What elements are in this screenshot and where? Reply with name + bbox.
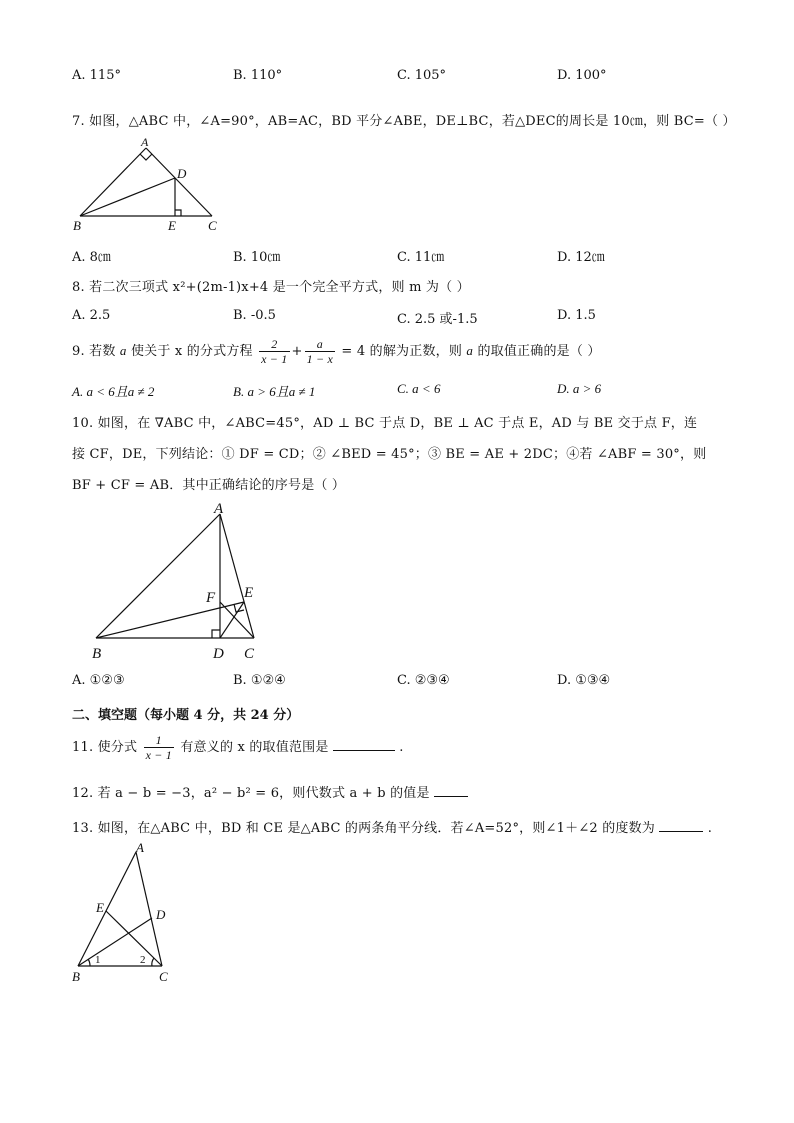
q11-fraction: [144, 733, 174, 762]
q8-question: 8. 若二次三项式 x²+(2m-1)x+4 是一个完全平方式，则 m 为（ ）: [72, 280, 470, 295]
q13-figure: [66, 838, 186, 988]
q13-label-d: D: [156, 907, 166, 922]
section-fill-in-title: 二、填空题（每小题 4 分，共 24 分）: [72, 708, 300, 723]
q9-plus: +: [291, 344, 303, 359]
q13-question: [72, 817, 712, 836]
q13-label-a: A: [136, 840, 144, 855]
q10-label-e: E: [244, 585, 254, 601]
q10-option-c: C. ②③④: [397, 673, 450, 688]
q6-option-d: D. 100°: [557, 68, 607, 83]
q7-option-a: A. 8㎝: [72, 250, 111, 265]
q9-var-a-2: a: [466, 343, 474, 358]
q10-label-b: B: [92, 646, 102, 662]
q11-prefix: 11. 使分式: [72, 740, 138, 755]
q7-option-c: C. 11㎝: [397, 250, 445, 265]
q9-prefix: 9. 若数: [72, 344, 116, 359]
q6-option-b: B. 110°: [233, 68, 283, 83]
q9-var-a: a: [119, 343, 127, 358]
q9-frac2-denominator: 1 − x: [306, 352, 334, 366]
q9-option-a: A. a < 6且a ≠ 2: [72, 384, 155, 399]
q13-label-b: B: [72, 969, 80, 984]
q9-option-b: B. a > 6且a ≠ 1: [233, 384, 316, 399]
q7-figure: [70, 134, 230, 234]
q7-label-a: A: [141, 135, 149, 149]
q6-option-a: A. 115°: [72, 68, 121, 83]
q8-option-c: C. 2.5 或-1.5: [397, 312, 478, 327]
q10-label-d: D: [213, 646, 224, 662]
q11-suffix: 有意义的 x 的取值范围是: [180, 740, 329, 755]
q10-label-f: F: [206, 590, 216, 606]
q12-text: 12. 若 a − b = −3，a² − b² = 6，则代数式 a + b 的值是: [72, 786, 430, 801]
q10-figure: [86, 496, 276, 666]
q9-frac2-numerator: a: [305, 337, 335, 352]
q9-suffix-2: 的取值正确的是（ ）: [477, 344, 601, 359]
q7-question: 7. 如图，△ABC 中，∠A=90°，AB=AC，BD 平分∠ABE，DE⊥BC，若△DEC的周长是 10㎝，则 BC=（ ）: [72, 114, 736, 129]
q9-frac1-numerator: 2: [259, 337, 289, 352]
q13-angle-2: 2: [140, 954, 146, 966]
q7-option-d: D. 12㎝: [557, 250, 605, 265]
q7-label-d: D: [177, 166, 187, 181]
q11-question: [72, 729, 404, 767]
q9-fraction-1: [259, 337, 289, 366]
q13-label-e: E: [96, 900, 104, 915]
q11-answer-blank[interactable]: [333, 750, 395, 751]
q9-equals: = 4: [341, 344, 366, 359]
q10-label-a: A: [214, 501, 224, 517]
q8-option-b: B. -0.5: [233, 308, 276, 323]
q6-option-c: C. 105°: [397, 68, 447, 83]
q13-end: .: [707, 821, 713, 836]
q10-line-2: 接 CF，DE，下列结论：① DF = CD；② ∠BED = 45°；③ BE = AE + 2DC；④若 ∠ABF = 30°，则: [72, 447, 707, 462]
q13-answer-blank[interactable]: [659, 831, 703, 832]
q7-label-e: E: [168, 218, 176, 233]
q10-option-b: B. ①②④: [233, 673, 286, 688]
q11-end: .: [399, 740, 404, 755]
q8-option-d: D. 1.5: [557, 308, 596, 323]
q8-option-a: A. 2.5: [72, 308, 111, 323]
q13-label-c: C: [159, 969, 168, 984]
q10-option-d: D. ①③④: [557, 673, 611, 688]
q13-angle-1: 1: [95, 954, 101, 966]
q7-option-b: B. 10㎝: [233, 250, 281, 265]
q9-option-c: C. a < 6: [397, 381, 441, 396]
q9-suffix-1: 的解为正数，则: [369, 344, 463, 359]
q9-fraction-2: [305, 337, 335, 366]
q10-label-c: C: [244, 646, 255, 662]
q7-label-b: B: [73, 218, 81, 233]
q9-mid: 使关于 x 的分式方程: [130, 344, 253, 359]
q9-question: [72, 336, 601, 367]
q7-label-c: C: [208, 218, 217, 233]
q10-option-a: A. ①②③: [72, 673, 125, 688]
q10-line-3: BF + CF = AB．其中正确结论的序号是（ ）: [72, 478, 346, 493]
q12-question: [72, 782, 468, 801]
q11-numerator: 1: [144, 733, 174, 748]
q9-option-d: D. a > 6: [557, 381, 602, 396]
q10-line-1: 10. 如图，在 ∇ABC 中，∠ABC=45°，AD ⊥ BC 于点 D，BE ⊥ AC 于点 E，AD 与 BE 交于点 F，连: [72, 416, 698, 431]
q12-answer-blank[interactable]: [434, 796, 468, 797]
q11-denominator: x − 1: [145, 748, 172, 762]
q9-frac1-denominator: x − 1: [261, 352, 288, 366]
q13-text: 13. 如图，在△ABC 中，BD 和 CE 是△ABC 的两条角平分线．若∠A=52°，则∠1＋∠2 的度数为: [72, 821, 656, 836]
